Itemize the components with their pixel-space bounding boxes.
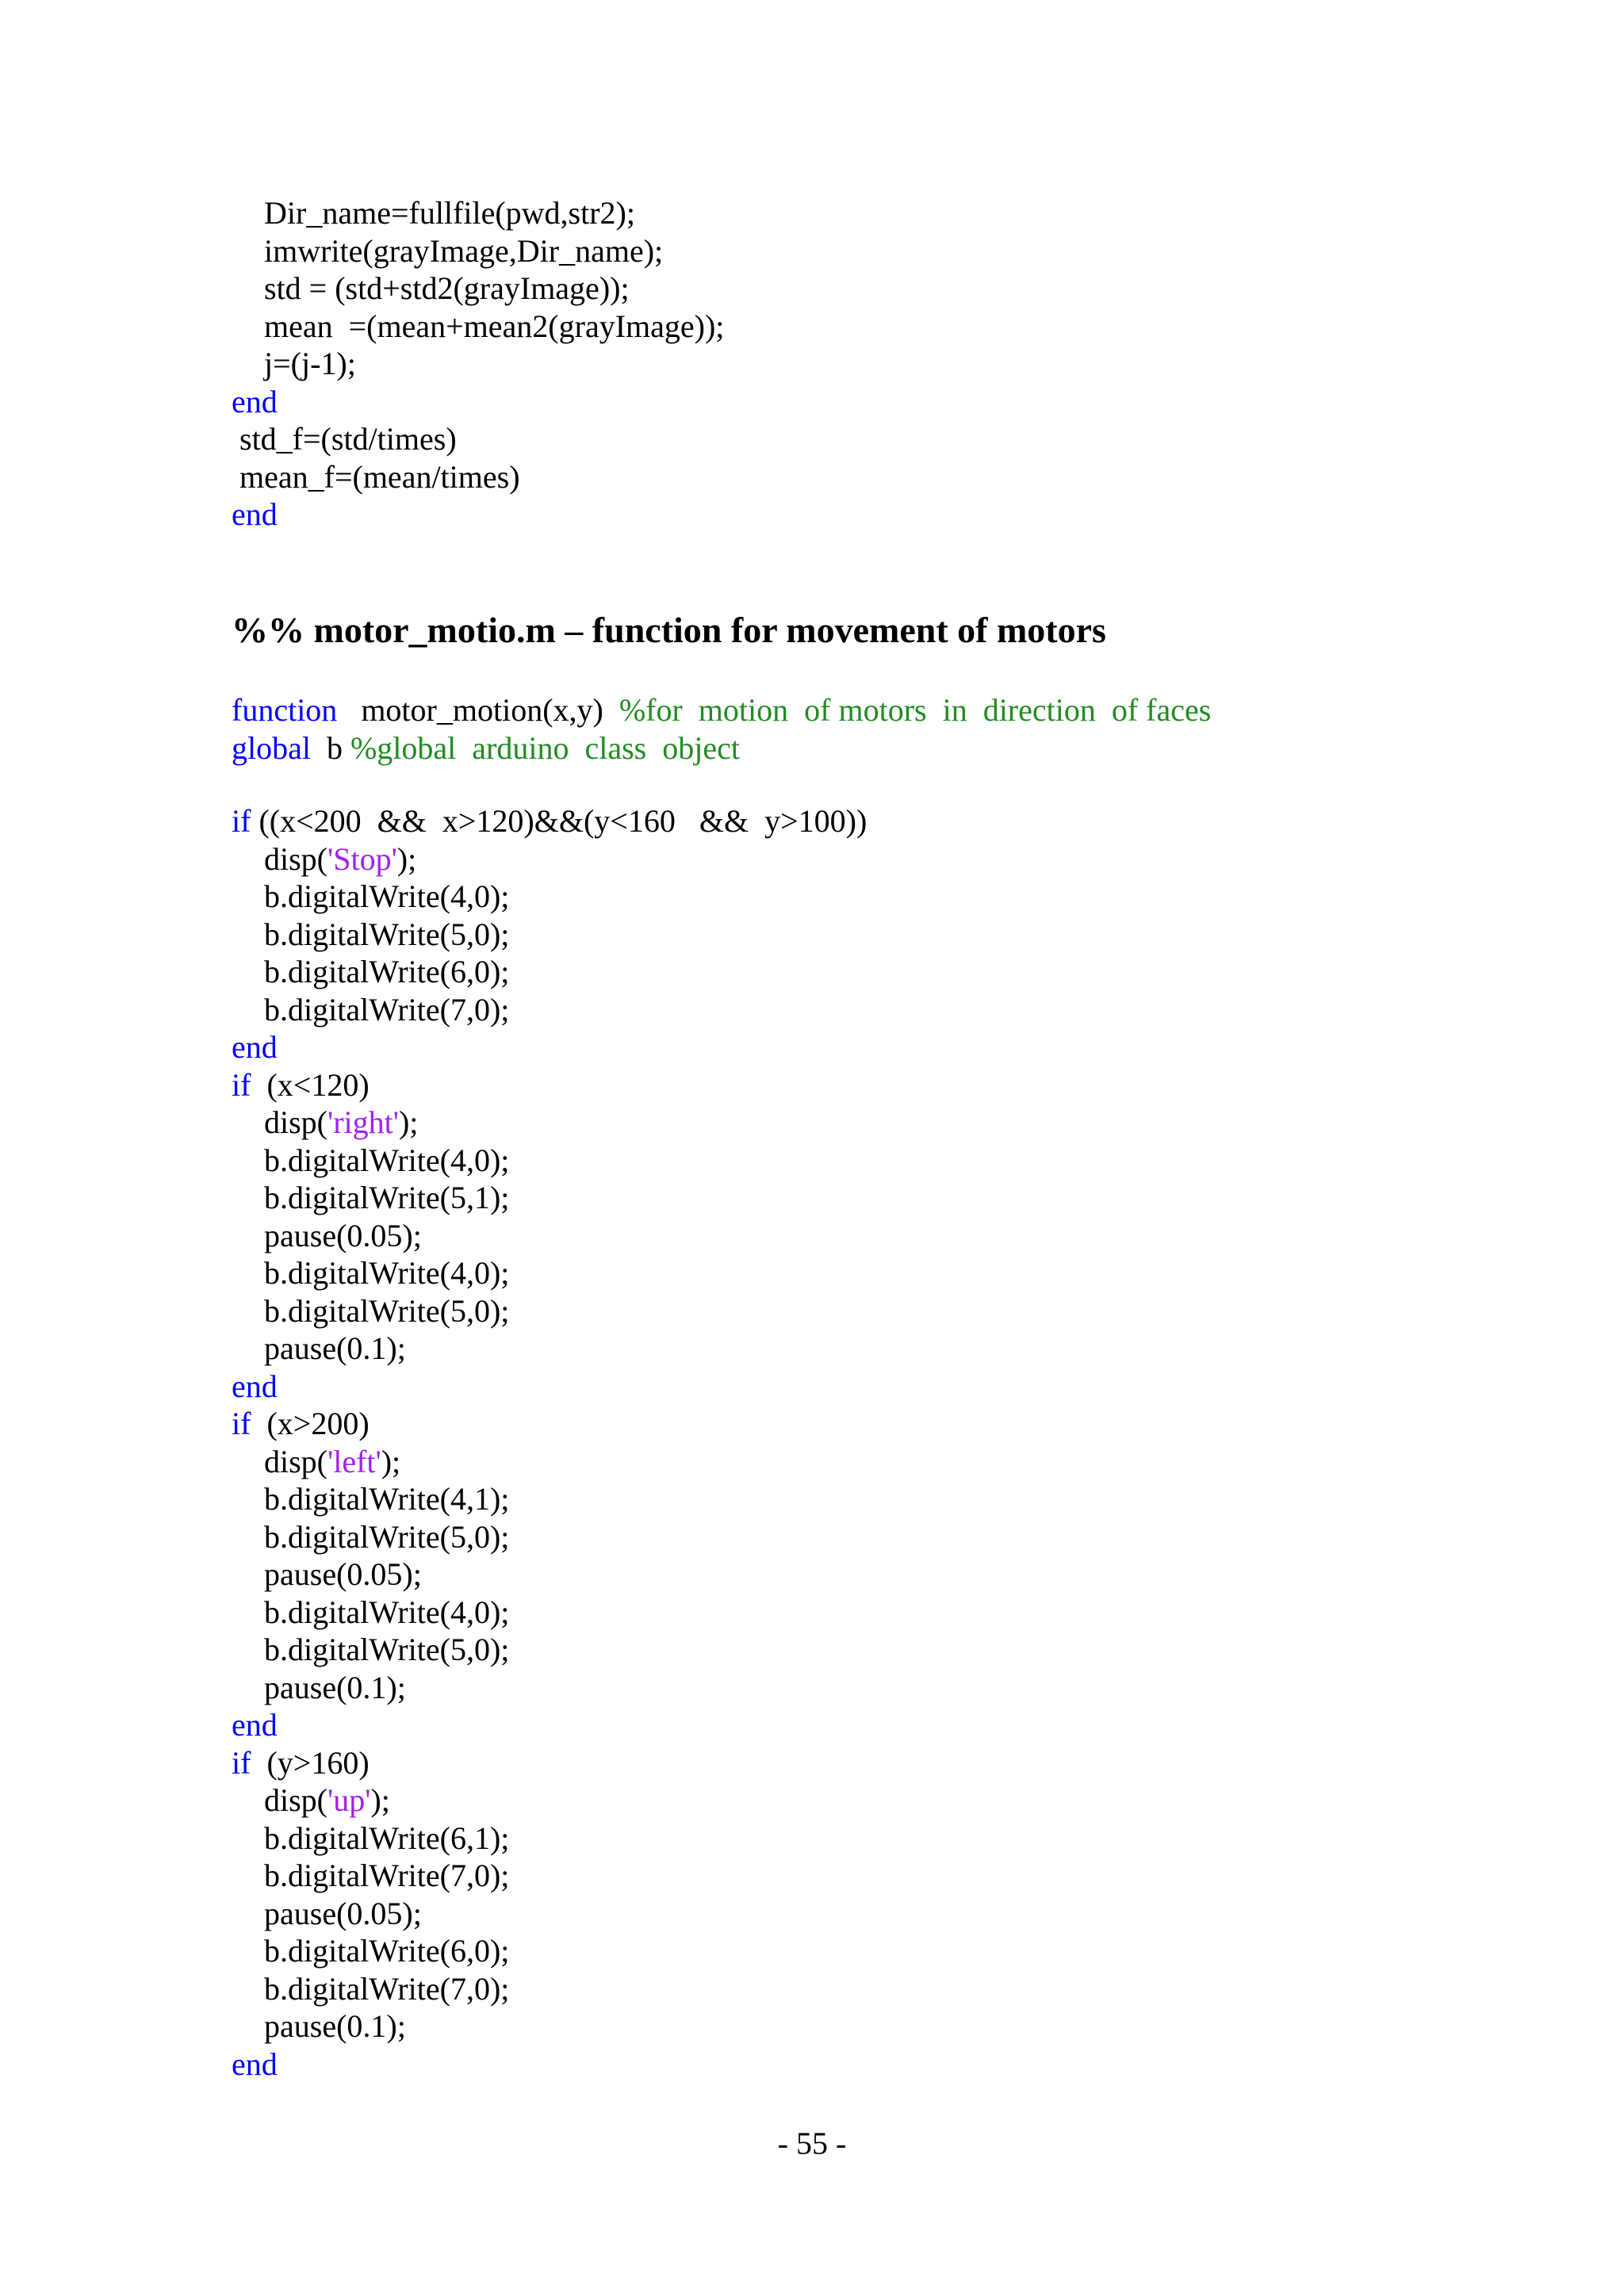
- code-text: motor_motion(x,y): [337, 692, 619, 728]
- code-comment: %global arduino class object: [350, 729, 740, 766]
- code-text: b.digitalWrite(5,0);: [264, 1292, 510, 1329]
- code-text: (x>200): [251, 1406, 370, 1441]
- code-keyword: if: [232, 1406, 251, 1441]
- code-line: [232, 458, 1580, 496]
- code-line: [232, 1857, 1580, 1895]
- code-line: [232, 1706, 1580, 1744]
- code-line: [232, 1744, 1580, 1782]
- code-keyword: end: [232, 1368, 278, 1404]
- code-line: [232, 1104, 1580, 1142]
- code-text: b.digitalWrite(5,0);: [264, 916, 510, 952]
- code-line: [232, 878, 1580, 916]
- code-text: pause(0.1);: [264, 1330, 406, 1366]
- code-line: [232, 1142, 1580, 1180]
- code-text: pause(0.05);: [264, 1556, 422, 1592]
- code-text: );: [370, 1782, 390, 1818]
- code-line: [232, 1443, 1580, 1481]
- code-text: std_f=(std/times): [239, 421, 457, 457]
- code-line: [232, 2007, 1580, 2045]
- code-line: [232, 991, 1580, 1029]
- code-text: std = (std+std2(grayImage));: [264, 270, 630, 306]
- code-line: [232, 916, 1580, 954]
- code-text: b: [310, 729, 350, 766]
- code-line: [232, 345, 1580, 383]
- code-text: disp(: [264, 1104, 327, 1140]
- code-line: [232, 840, 1580, 878]
- code-keyword: end: [232, 2045, 278, 2082]
- code-line: [232, 194, 1580, 232]
- code-block-function-header: [232, 691, 1580, 767]
- code-line: [232, 1330, 1580, 1368]
- code-text: b.digitalWrite(4,0);: [264, 878, 510, 914]
- code-line: [232, 1556, 1580, 1594]
- code-comment: %for motion of motors in direction of faces: [619, 692, 1212, 728]
- code-text: b.digitalWrite(5,0);: [264, 1632, 510, 1667]
- code-text: b.digitalWrite(4,0);: [264, 1255, 510, 1291]
- code-line: [232, 691, 1580, 729]
- code-text: pause(0.05);: [264, 1217, 422, 1253]
- code-line: [232, 1781, 1580, 1820]
- code-text: b.digitalWrite(5,0);: [264, 1518, 510, 1555]
- code-keyword: if: [232, 1744, 251, 1781]
- code-text: Dir_name=fullfile(pwd,str2);: [264, 195, 635, 231]
- code-line: [232, 383, 1580, 421]
- code-keyword: end: [232, 1707, 278, 1743]
- code-line: [232, 1480, 1580, 1518]
- code-line: [232, 1820, 1580, 1858]
- code-line: [232, 1932, 1580, 1970]
- code-line: [232, 953, 1580, 991]
- code-text: pause(0.1);: [264, 2008, 406, 2044]
- code-string: 'Stop': [327, 840, 397, 877]
- code-keyword: end: [232, 383, 278, 419]
- section-heading: %% motor_motio.m – function for movement of motors: [232, 610, 1106, 650]
- code-line: [232, 496, 1580, 534]
- code-line: [232, 1970, 1580, 2008]
- code-text: b.digitalWrite(4,0);: [264, 1594, 510, 1630]
- code-line: [232, 2045, 1580, 2084]
- code-text: b.digitalWrite(6,0);: [264, 1933, 510, 1969]
- code-text: pause(0.05);: [264, 1895, 422, 1931]
- code-line: [232, 1217, 1580, 1255]
- code-keyword: end: [232, 496, 278, 532]
- code-line: [232, 729, 1580, 767]
- code-block-top: [232, 194, 1580, 534]
- code-string: 'left': [327, 1443, 381, 1479]
- code-line: [232, 1518, 1580, 1556]
- code-text: disp(: [264, 1782, 327, 1818]
- code-line: [232, 1895, 1580, 1933]
- code-line: [232, 1028, 1580, 1066]
- code-line: [232, 1594, 1580, 1632]
- code-text: disp(: [264, 1443, 327, 1479]
- code-text: mean =(mean+mean2(grayImage));: [264, 308, 725, 344]
- code-text: (y>160): [251, 1744, 370, 1781]
- code-text: pause(0.1);: [264, 1669, 406, 1705]
- code-line: [232, 1292, 1580, 1330]
- code-line: [232, 1066, 1580, 1104]
- code-text: b.digitalWrite(5,1);: [264, 1180, 510, 1215]
- code-keyword: function: [232, 692, 338, 728]
- code-line: [232, 308, 1580, 346]
- page-number: - 55 -: [777, 2126, 847, 2161]
- code-text: );: [398, 1104, 419, 1140]
- code-block-main: [232, 802, 1580, 2083]
- code-text: b.digitalWrite(6,0);: [264, 954, 510, 989]
- code-text: b.digitalWrite(7,0);: [264, 1970, 510, 2007]
- code-line: [232, 1254, 1580, 1292]
- code-text: b.digitalWrite(7,0);: [264, 991, 510, 1027]
- code-keyword: if: [232, 1066, 251, 1103]
- code-line: [232, 232, 1580, 270]
- code-keyword: end: [232, 1029, 278, 1065]
- code-keyword: global: [232, 729, 311, 766]
- code-text: b.digitalWrite(7,0);: [264, 1858, 510, 1893]
- code-line: [232, 420, 1580, 458]
- code-line: [232, 1179, 1580, 1217]
- code-line: [232, 1669, 1580, 1707]
- code-line: [232, 802, 1580, 840]
- code-text: mean_f=(mean/times): [239, 458, 520, 495]
- code-line: [232, 1368, 1580, 1406]
- code-line: [232, 270, 1580, 308]
- code-text: b.digitalWrite(4,1);: [264, 1481, 510, 1517]
- code-text: b.digitalWrite(6,1);: [264, 1820, 510, 1856]
- code-text: );: [381, 1443, 401, 1479]
- code-text: j=(j-1);: [264, 346, 356, 381]
- code-text: imwrite(grayImage,Dir_name);: [264, 232, 664, 269]
- code-keyword: if: [232, 803, 251, 839]
- code-string: 'up': [327, 1782, 371, 1818]
- code-string: 'right': [327, 1104, 399, 1140]
- code-line: [232, 1631, 1580, 1669]
- code-text: );: [396, 840, 417, 877]
- code-text: (x<120): [251, 1066, 370, 1103]
- code-line: [232, 1405, 1580, 1443]
- code-text: ((x<200 && x>120)&&(y<160 && y>100)): [251, 803, 868, 839]
- code-text: b.digitalWrite(4,0);: [264, 1142, 510, 1178]
- code-text: disp(: [264, 840, 327, 877]
